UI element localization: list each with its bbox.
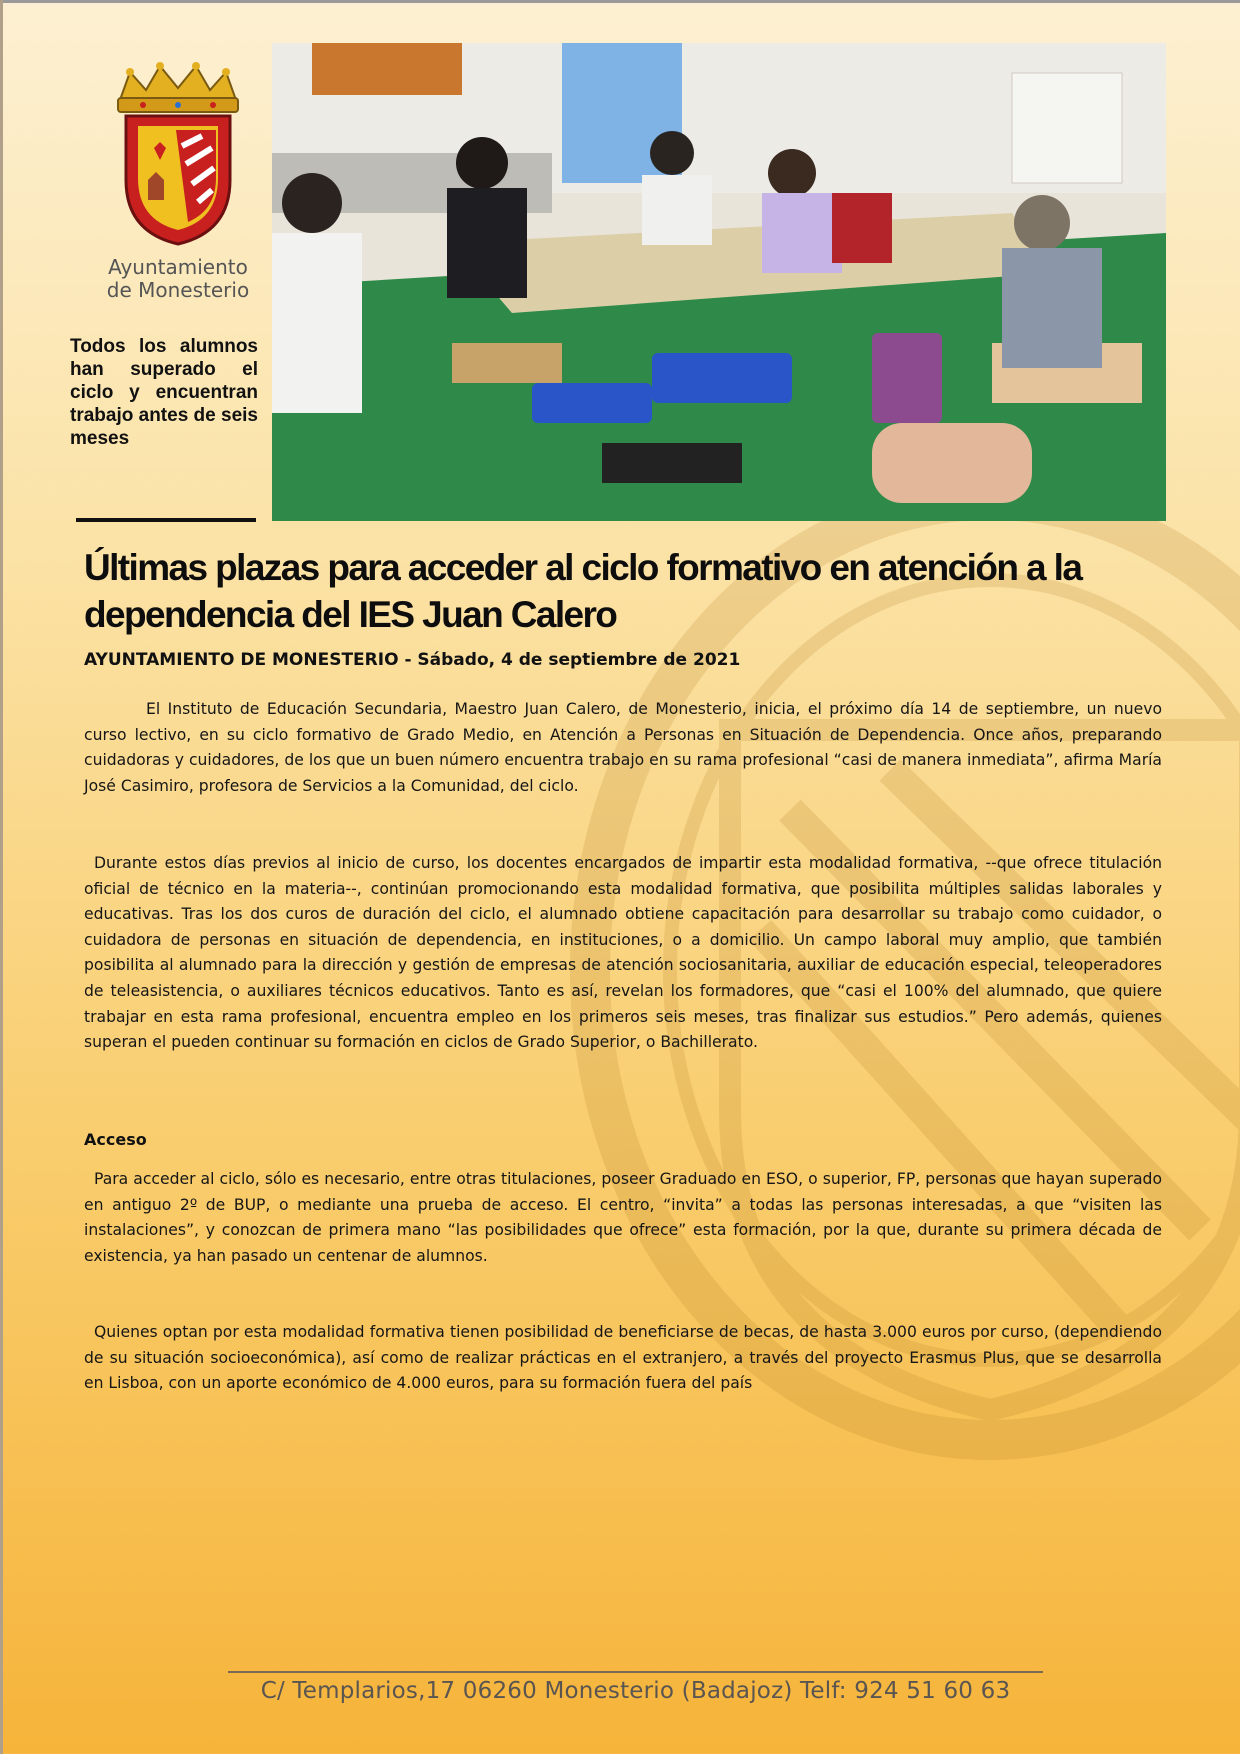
municipal-logo [98,60,258,305]
footer-address: C/ Templarios,17 06260 Monesterio (Badajoz) Telf: 924 51 60 63 [260,1678,1011,1704]
left-border [0,0,3,1754]
section-subheading: Acceso [84,1130,147,1149]
article-headline: Últimas plazas para acceder al ciclo formativo en atención a la dependencia del IES Juan Calero [84,547,1082,635]
footer-rule [228,1671,1043,1673]
body-paragraph-4: Quienes optan por esta modalidad formativa tienen posibilidad de beneficiarse de becas, de hasta 3.000 euros por curso, (dependiendo de su situación socioeconómica), así como de realizar prácticas en el extranjero, a través del proyecto Erasmus Plus, que se desarrolla en Lisboa, con un aporte económico de 4.000 euros, para su formación fuera del país [84,1323,1162,1393]
coat-of-arms-icon [98,60,258,250]
body-paragraph-1: El Instituto de Educación Secundaria, Maestro Juan Calero, de Monesterio, inicia, el próximo día 14 de septiembre, un nuevo curso lectivo, en su ciclo formativo de Grado Medio, en Atención a Personas en Situación de Dependencia. Once años, preparando cuidadoras y cuidadores, de los que un buen número encuentra trabajo en su rama profesional “casi de manera inmediata”, afirma María José Casimiro, profesora de Servicios a la Comunidad, del ciclo. [84,700,1162,795]
logo-text-line2: de Monesterio [106,278,250,302]
top-border [0,0,1240,3]
classroom-photo [272,43,1166,521]
article-byline: AYUNTAMIENTO DE MONESTERIO - Sábado, 4 de septiembre de 2021 [84,650,741,670]
body-paragraph-2: Durante estos días previos al inicio de curso, los docentes encargados de impartir esta modalidad formativa, --que ofrece titulación oficial de técnico en la materia--, continúan promocionando esta modalidad formativa, que posibilita múltiples salidas laborales y educativas. Tras los dos curos de duración del ciclo, el alumnado obtiene capacitación para desarrollar su trabajo como cuidador, o cuidadora de personas en situación de dependencia, en instituciones, o a domicilio. Un campo laboral muy amplio, que también posibilita al alumnado para la dirección y gestión de empresas de atención sociosanitaria, auxiliar de educación especial, teleoperadores de teleasistencia, o auxiliares técnicos educativos. Tanto es así, revelan los formadores, que “casi el 100% del alumnado, que quiere trabajar en esta rama profesional, encuentra empleo en los primeros seis meses, tras finalizar sus estudios.” Pero además, quienes superan el pueden continuar su formación en ciclos de Grado Superior, o Bachillerato. [84,854,1162,1052]
classroom-photo-illustration [272,43,1166,521]
pull-quote: Todos los alumnos han superado el ciclo y encuentran trabajo antes de seis meses [70,336,258,449]
body-paragraph-3: Para acceder al ciclo, sólo es necesario, entre otras titulaciones, poseer Graduado en ESO, o superior, FP, personas que hayan superado en antiguo 2º de BUP, o mediante una prueba de acceso. El centro, “invita” a todas las personas interesadas, a que “visiten las instalaciones”, y conozcan de primera mano “las posibilidades que ofrece” esta formación, por la que, durante su primera década de existencia, ya han pasado un centenar de alumnos. [84,1170,1162,1265]
pull-quote-rule [76,518,256,522]
logo-text-line1: Ayuntamiento [108,255,248,279]
